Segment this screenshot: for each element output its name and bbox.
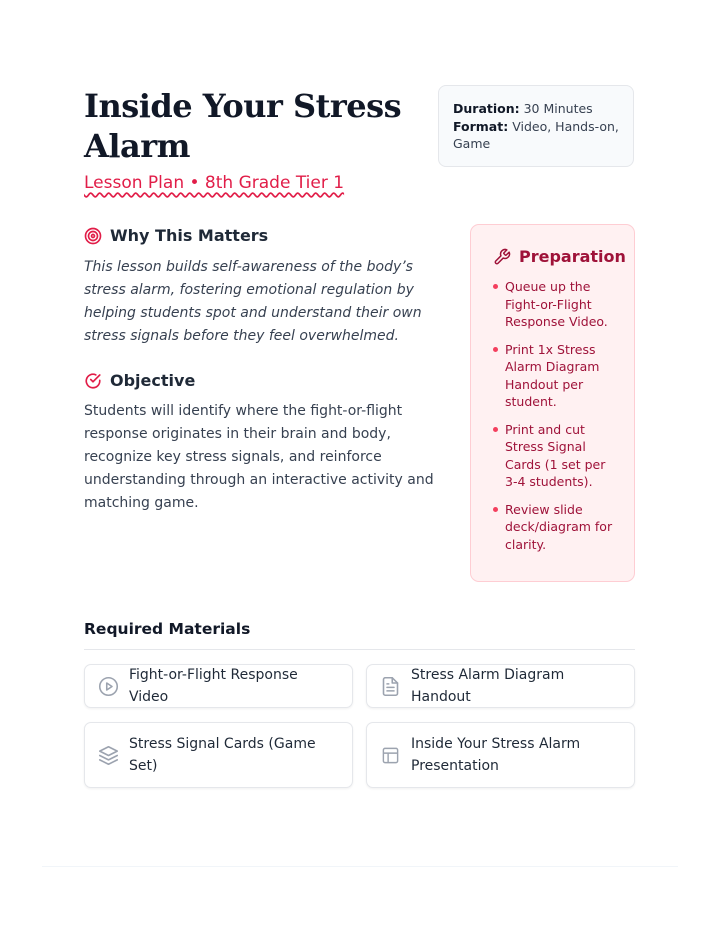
list-item: Review slide deck/diagram for clarity. [493, 501, 618, 554]
target-icon [84, 227, 102, 245]
preparation-heading-text: Preparation [519, 247, 626, 266]
why-heading [84, 226, 268, 245]
objective-heading-text: Objective [110, 371, 196, 390]
why-heading-text: Why This Matters [110, 226, 269, 245]
material-presentation-card[interactable] [366, 722, 635, 788]
objective-heading [84, 371, 195, 390]
material-cards-card[interactable] [84, 722, 353, 788]
material-label: Fight-or-Flight Response Video [129, 667, 298, 705]
duration-value: 30 Minutes [523, 101, 593, 116]
objective-text: Students will identify where the fight-or-flight response originates in their brain and body, recognize key stress signals, and reinforce understanding through an interactive activity and matching game. [84, 403, 434, 511]
document-icon [379, 675, 401, 697]
footer-divider [42, 866, 678, 867]
preparation-heading [493, 247, 626, 266]
preparation-card [470, 224, 635, 582]
material-label: Stress Alarm Diagram Handout [411, 667, 565, 705]
format-row [453, 118, 619, 153]
material-handout-card[interactable] [366, 664, 635, 708]
list-item: Queue up the Fight-or-Flight Response Video. [493, 278, 618, 331]
material-label: Stress Signal Cards (Game Set) [129, 736, 316, 774]
lesson-meta-card [438, 85, 634, 167]
duration-label: Duration: [453, 101, 520, 116]
preparation-list [493, 278, 618, 553]
check-circle-icon [84, 372, 102, 390]
list-item: Print 1x Stress Alarm Diagram Handout per student. [493, 341, 618, 411]
page-subtitle: Lesson Plan • 8th Grade Tier 1 [84, 173, 345, 193]
page-title: Inside Your Stress Alarm [84, 87, 402, 165]
divider [84, 649, 635, 650]
wrench-icon [493, 248, 511, 266]
layers-icon [97, 744, 119, 766]
duration-row [453, 100, 619, 118]
why-text: This lesson builds self-awareness of the body’s stress alarm, fostering emotional regulation by helping students spot and understand their own stress signals before they feel overwhelmed. [84, 259, 422, 344]
material-label: Inside Your Stress Alarm Presentation [411, 736, 581, 774]
layout-icon [379, 744, 401, 766]
format-label: Format: [453, 118, 509, 134]
list-item: Print and cut Stress Signal Cards (1 set per 3-4 students). [493, 421, 618, 491]
material-video-card[interactable] [84, 664, 353, 708]
format-value: Video, Hands-on, Game [453, 118, 619, 151]
materials-heading: Required Materials [84, 620, 251, 638]
play-circle-icon [97, 675, 119, 697]
